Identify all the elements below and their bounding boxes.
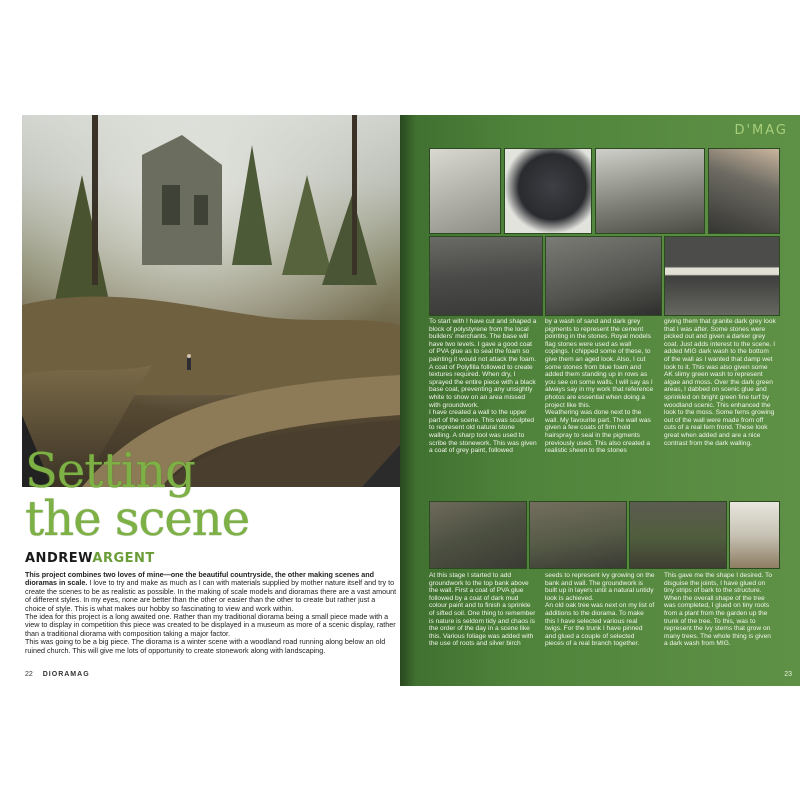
text-column-1-bottom: [429, 572, 537, 648]
column-1-top-text: To start with I have cut and shaped a block of polystyrene from the local builders' merchants. The base will have two levels. I gave a good coat of PVA glue as to seal the foam so painting it would not attack the foam. A coat of Polyfilla followed to create textures required. When dry, I sprayed the entire piece with a black base coat, preventing any unsightly white to show on an area missed with groundwork. I have created a wall to the upper part of the scene. This was sculpted to represent old natural stone walling. A sharp tool was used to scribe the stonework. This was given a coat of grey paint, followed: [429, 318, 537, 455]
column-1-bottom-text: At this stage I started to add groundwork to the top bank above the wall. First a coat of PVA glue followed by a coat of dark mud colour paint and to finish a sprinkle of sifted soil. One thing to remember is nature is seldom tidy and chaos is the order of the day in a scene like this. Various foliage was added with the use of roots and silver birch: [429, 572, 536, 648]
step-photo-wall-2: [545, 236, 662, 316]
text-column-1-top: [429, 318, 537, 455]
left-page: [22, 115, 400, 686]
column-3-top-text: giving them that granite dark grey look that I was after. Some stones were picked out and given a darker grey coat. Just adds interest to the scene. I added MIG dark wash to the bottom of the wall as I wanted that damp wet look to it. This was also given some AK slimy green wash to represent algae and moss. Over the dark green areas, I dabbed on scenic glue and sprinkled on bright green fine turf by woodland scenic. This enhanced the look to the moss. Some ferns growing out of the wall were made from off cuts of a real fern frond. These look great when added and are a nice contrast from the dark walling.: [664, 318, 776, 447]
intro-paragraph-3: This was going to be a big piece. The diorama is a winter scene with a woodland road running along below an old ruined church. This will give me lots of opportunity to create stonework along with landscaping.: [25, 637, 386, 655]
left-page-number: 22: [25, 671, 33, 678]
intro-paragraph-2: The idea for this project is a long awaited one. Rather than my traditional diorama being a small piece made with a view to display in competition this piece was created to be displayed in a museum as more of a scenic display, rather than a traditional diorama with composition taking a major factor.: [25, 612, 396, 638]
step-photo-groundwork-2: [529, 501, 627, 569]
step-photo-tree: [729, 501, 780, 569]
intro-paragraph-1-rest: I love to try and make as much as I can with materials supplied by mother nature itself and try to create the scenes to be as realistic as possible. In the making of scale models and dioramas there are a vast amount of different styles. In my eyes, none are better than the other or easier than the other to create but rather just a choice of style. This is what makes our hobby so fascinating to view and work within.: [25, 578, 397, 613]
column-2-bottom-text: seeds to represent ivy growing on the bank and wall. The groundwork is built up in layers until a natural untidy look is achieved. An old oak tree was next on my list of additions to the diorama. To make this I have selected various real twigs. For the trunk I have pinned and glued a couple of selected pieces of a real branch together.: [545, 572, 655, 648]
text-column-2-top: [545, 318, 655, 455]
right-page-number: 23: [784, 671, 792, 678]
step-photo-groundwork-1: [429, 501, 527, 569]
step-photo-coping: [664, 236, 780, 316]
intro-lead: This project combines two loves of mine—one the beautiful countryside, the other making scenes and dioramas in scale.: [25, 570, 375, 588]
author-byline: [25, 551, 155, 566]
column-3-bottom-text: This gave me the shape I desired. To disguise the joints, I have glued on tiny strips of bark to the structure. When the overall shape of the tree was completed, I glued on tiny roots from a plant from the garden up the trunk of the tree. To this, was to represent the ivy stems that grow on many trees. The whole thing is given a dark wash from MIG.: [664, 572, 773, 648]
text-column-3-top: [664, 318, 776, 447]
column-2-top-text: by a wash of sand and dark grey pigments to represent the cement pointing in the stones. Royal models flag stones were used as wall copings. I chipped some of these, to give them an aged look. Also, I cut some stones from blue foam and added them standing up in rows as you see on some walls. I will say as I always say in my work that reference photos are essential when doing a project like this. Weathering was done next to the wall. My favourite part. The wall was given a few coats of firm hold hairspray to seal in the pigments previously used. This also created a realistic sheen to the stones: [545, 318, 654, 455]
author-last-name: ARGENT: [92, 551, 155, 566]
step-photo-wall-1: [429, 236, 543, 316]
gutter-shadow: [400, 115, 416, 686]
step-photo-groundwork-3: [629, 501, 727, 569]
step-photo-base-coat: [504, 148, 592, 234]
magazine-spread: [22, 115, 800, 686]
title-line-1: Setting: [25, 443, 195, 499]
intro-paragraph-1: [25, 571, 397, 613]
brand-name: DIORAMAG: [42, 671, 90, 678]
right-page: [400, 115, 800, 686]
step-photo-foam-block: [429, 148, 501, 234]
intro-text: [25, 571, 397, 655]
diorama-illustration: [22, 115, 400, 487]
author-first-name: ANDREW: [25, 551, 93, 566]
text-column-2-bottom: [545, 572, 655, 648]
article-title: [25, 443, 355, 547]
magazine-logo: D'MAG: [734, 123, 788, 138]
hero-diorama-photo: [22, 115, 400, 487]
text-column-3-bottom: [664, 572, 776, 648]
left-folio: [25, 671, 90, 678]
step-photo-scribing: [595, 148, 705, 234]
title-line-2: the scene: [25, 491, 250, 547]
step-photo-detail: [708, 148, 780, 234]
